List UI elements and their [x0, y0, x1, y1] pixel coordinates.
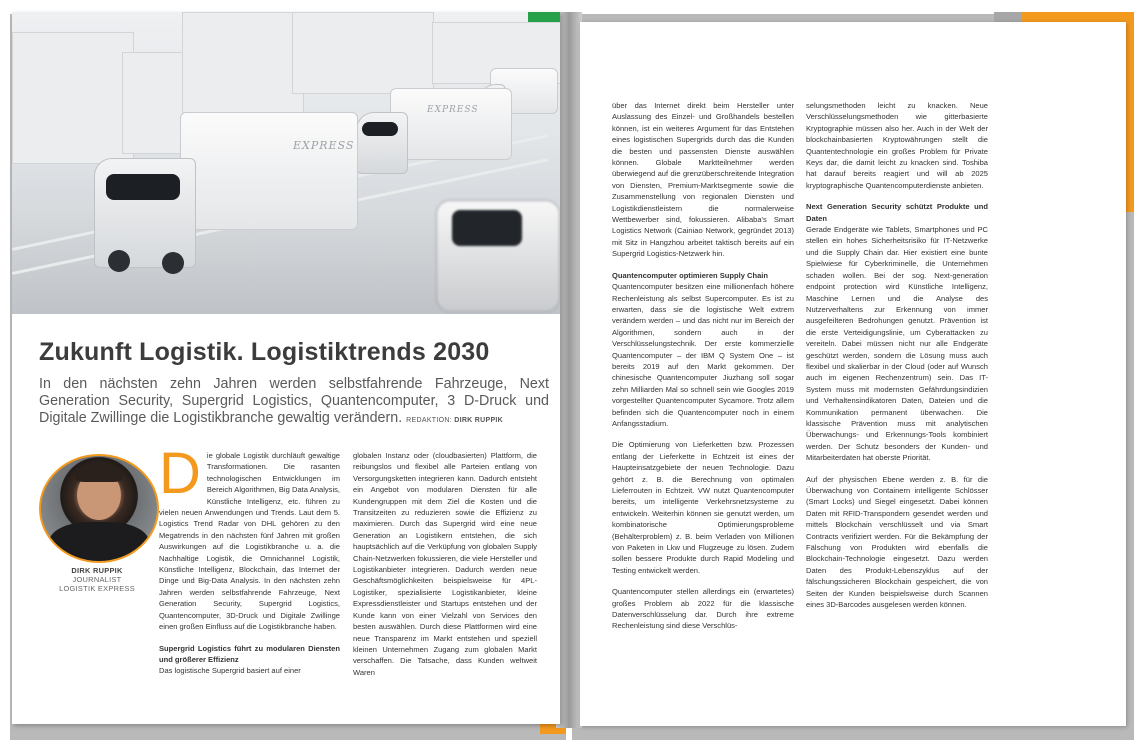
hero-building [182, 12, 304, 124]
col4-p1: selungsmethoden leicht zu knacken. Neue Verschlüsselungsmethoden wie gitterbasierte Kryptographie müssen also her. Auch in der Welt der blockchainbasierten Kryptowährungen stellt die Quantentechnologie ein großes Problem für Private Keys dar, die damit leicht zu knacken sind. Toshiba hat darauf bereits reagiert und will ab 2025 kryptographische Quantencomputerdienste anbieten. [806, 101, 988, 190]
column-1 [159, 441, 340, 687]
hero-building [12, 32, 134, 164]
col3-heading: Quantencomputer optimieren Supply Chain [612, 270, 768, 280]
hero-building [292, 12, 434, 94]
author-hair [75, 464, 123, 482]
byline [406, 417, 503, 424]
author-caption [39, 566, 155, 593]
byline-label: REDAKTION: [406, 417, 452, 424]
page-edge-gray [994, 12, 1024, 22]
author-name: DIRK RUPPIK [71, 566, 123, 575]
author-shirt [49, 522, 149, 563]
col4-p2: Gerade Endgeräte wie Tablets, Smartphones und PC stellen ein hohes Sicherheitsrisiko für IT-Netzwerke und die Supply Chain dar. Hier existiert eine bunte Spielwiese für Cyberkriminelle, die Unternehmen schaden wollen. Bei der sog. Next-generation endpoint protection wird Künstliche Intelligenz, Maschine Lernen und die Analyse des Nutzerverhaltens zur Erkennung von immer ausgefeilteren Bedrohungen genutzt. Prävention ist die erste Verteidigungslinie, um Cyberattacken zu vereiteln. Dabei müssen nicht nur alle Endgeräte geschützt werden, sondern die Lösung muss auch flexibel und skalierbar in der Cloud (oder auf Wunsch auch im eigenen Rechenzentrum) sein. Das IT-System muss mit modernsten Gefährdungsindizien und Verhaltensindikatoren Daten, Dateien und die Kommunikation permanent überwachen. Die klassische Prävention muss mit analytischen Überwachungs- und Erkennungs-Tools kombiniert werden. Der Schutz besonders der Kunden- und Mitarbeiterdaten hat oberste Priorität. [806, 225, 988, 463]
hero-truck-wheel [162, 252, 184, 274]
article-lead-text: In den nächsten zehn Jahren werden selbstfahrende Fahrzeuge, Next Generation Security, Supergrid Logistics, Quantencomputer, 3 D-Druck und Digitale Zwillinge die Logistikbranche gewaltig verändern. [39, 376, 549, 426]
col4-heading: Next Generation Security schützt Produkte und Daten [806, 202, 988, 223]
col3-p1: über das Internet direkt beim Hersteller unter Auslassung des Einzel- und Großhandels bestellen können, ist ein weiteres Argument für das Entstehen eines logistischen Supergrids durch das die Kunden die besten und passensten Dienste auswählen können. Globale Marktteilnehmer werden überwiegend auf die grenzüberschreitende Integration von Diensten, Premium-Marktsegmente sowie die Zusammenstellung von regionalen Diensten und Logistikdienstleistern die normalerweise Wettbewerber sind, fokussieren. Alibaba's Smart Logistics Network (Cainiao Network, gegründet 2013) mit Sitz in Hangzhou arbeitet taktisch bereits auf ein Supergrid Logistics-Netzwerk hin. [612, 101, 794, 259]
byline-name: DIRK RUPPIK [454, 417, 504, 424]
col1-heading: Supergrid Logistics führt zu modularen Diensten und größerer Effizienz [159, 643, 340, 664]
drop-cap: D [159, 441, 201, 506]
hero-image-trucks [12, 12, 560, 314]
col3-p3: Die Optimierung von Lieferketten bzw. Prozessen entlang der Lieferkette in Echtzeit ist eines der Haupteinsatzgebiete der neuen Technologie. Dazu gehört z. B. die Berechnung von optimalen Lieferrouten in Echtzeit. VW nutzt Quantencomputer bereits, um intelligente Verkehrsnetzsysteme zu entwickeln. Weiterhin können sie genutzt werden, um kombinatorische Optimierungsprobleme (Behälterproblem) z. B. beim Verladen von Millionen von Paketen in Lkw und Flugzeuge zu lösen. Zudem sollen bessere Produkte durch Rapid Modeling und Testing entwickelt werden. [612, 440, 794, 575]
author-role: JOURNALIST [72, 575, 122, 584]
hero-truck-label: EXPRESS [293, 139, 355, 152]
page-edge-orange-top [1022, 12, 1134, 22]
hero-truck-trailer [180, 112, 358, 230]
column-3 [612, 100, 794, 642]
left-page [12, 12, 560, 724]
column-4 [806, 100, 988, 620]
hero-truck-label: EXPRESS [427, 105, 479, 115]
hero-van-window [452, 210, 522, 246]
col1-text: Das logistische Supergrid basiert auf einer [159, 666, 301, 676]
article-title: Zukunft Logistik. Logistiktrends 2030 [39, 338, 490, 366]
col2-text: globalen Instanz oder (cloudbasierten) Plattform, die reibungslos und flexibel alle Parteien entlang von Versorgungsketten integrieren kann. Dadurch entsteht ein Angebot von modularen Diensten für alle Kundengruppen mit dem Ziel die Kosten und die Transitzeiten zu reduzieren sowie die Effizienz zu maximieren. Durch das Supergrid wird eine neue Generation an Logistikern entstehen, die sich hauptsächlich auf die Verküpfung von globalen Supply Chain-Netzwerken fokussieren, die viele Hersteller und Logistikanbieter integrieren. Dadurch werden neue Geschäftsmöglichkeiten beispielsweise für 4PL-Logistiker, spezialisierte Logistikanbieter, kleine Expressdienstleister und Startups entstehen und der Kunde kann von einer Vielzahl von Services den besten auswählen. Durch diese Plattformen wird eine neue Transparenz im Markt entstehen und speziell kleinen Unternehmen Zugang zum globalen Markt verschaffen. Die Tatsache, dass Kunden weltweit Waren [353, 451, 537, 677]
column-2 [353, 450, 537, 688]
author-photo [39, 454, 159, 563]
col4-p3: Auf der physischen Ebene werden z. B. für die Überwachung von Containern intelligente Schlösser (Smart Locks) und Siegel eingesetzt. Dabei können Daten mit RFID-Transpondern gesendet werden und mittels Blockchain verschlüsselt und via Smart Contracts verifiziert werden. Für die Bekämpfung der Fälschung von Produkten wird ebenfalls die Blockchain-Technologie eingesetzt. Dazu werden Daten des Produkt-Lebenszyklus auf der fälschungssicheren Blockchain gespeichert, die von Seiten der Kunden beispielsweise durch Scannen eines 3D-Barcodes ausgelesen werden können. [806, 474, 988, 610]
col3-p2: Quantencomputer besitzen eine millionenfach höhere Rechenleistung als selbst Supercomputer. Es ist zu erwarten, dass sie die logistische Welt extrem verändern werden – und das nicht nur im Bereich der Algorithmen, sondern auch in der Verschlüsselungstechnik. Der erste kommerzielle Quantencomputer – der IBM Q System One – ist bereits 2019 auf den Markt gekommen. Der chinesische Quantencomputer Jiuzhang soll sogar zehn Milliarden Mal so schnell sein wie Googles 2019 vorgestellter Quantencomputer Sycamore. Trotz allem befinden sich die Quantencomputer noch in einem Anfangsstadium. [612, 282, 794, 428]
right-page [580, 22, 1126, 726]
article-lead [39, 376, 549, 429]
hero-truck-windshield [362, 122, 398, 136]
col3-p4: Quantencomputer stellen allerdings ein (erwartetes) großes Problem ab 2022 für die klassische Datenverschlüsselung dar. Durch ihre extreme Rechenleistung sind diese Verschlüs- [612, 587, 794, 631]
hero-truck-windshield [106, 174, 180, 200]
col1-intro: ie globale Logistik durchläuft gewaltige Transformationen. Die rasanten technologischen Entwicklungen im Bereich Algorithmen, Big Data Analysis, Künstliche Intelligenz, etc. führen zu vielen neuen Anwendungen und Trends. Laut dem 5. Logistics Trend Radar von DHL gehören zu den Megatrends in den nächsten fünf Jahren mit großen Auswirkungen auf die Logistikbranche u. a. die Nachhaltige Logistik, die Omnichannel Logistik, Künstliche Intelligenz, Blockchain, das Internet der Dinge und Big-Data Analysis. In den nächsten zehn Jahren werden selbstfahrende Fahrzeuge, Next Generation Security, Supergrid Logistics, Quantencomputer, 3D-Druck und Digitale Zwillinge einen großen Einfluss auf die Logistikbranche haben. [159, 451, 340, 632]
hero-truck-trailer [390, 88, 512, 160]
hero-truck-wheel [108, 250, 130, 272]
author-company: LOGISTIK EXPRESS [59, 584, 135, 593]
